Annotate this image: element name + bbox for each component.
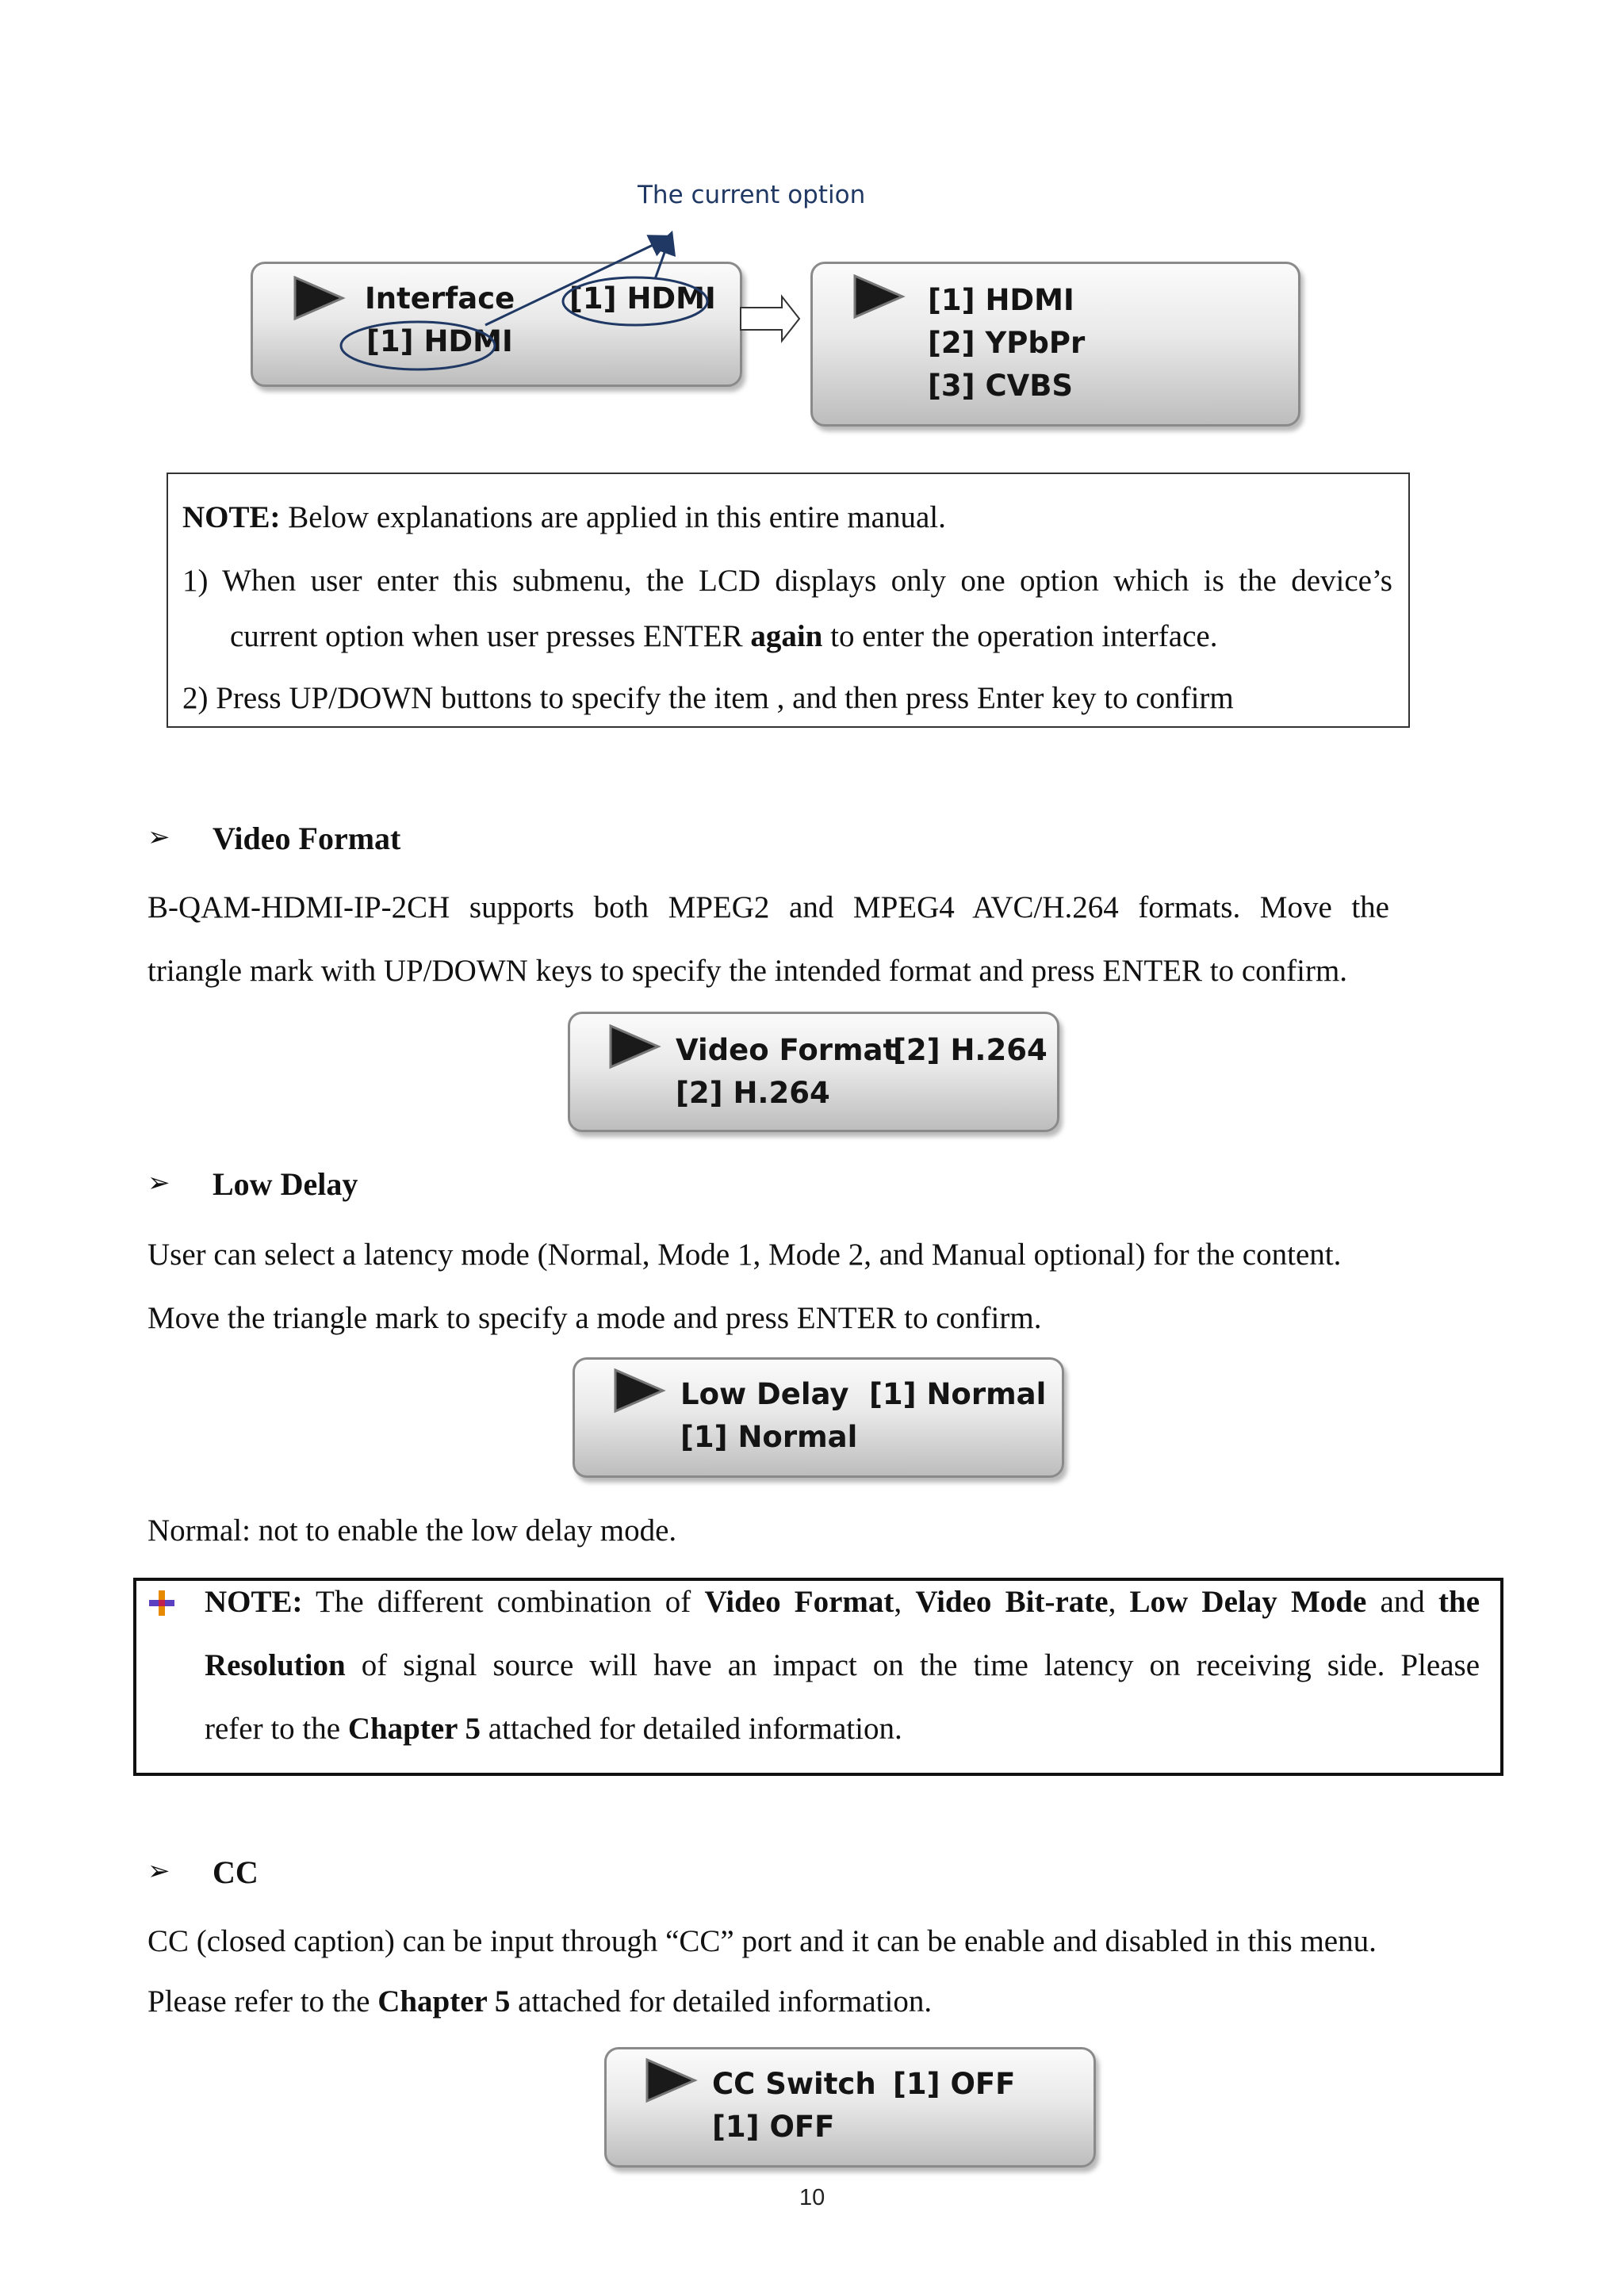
page-number: 10 bbox=[799, 2185, 825, 2210]
lcd-option-3: [3] CVBS bbox=[928, 369, 1074, 403]
note-intro: NOTE: Below explanations are applied in this entire manual. bbox=[182, 500, 946, 534]
video-format-heading: Video Format bbox=[213, 821, 401, 856]
lcd-cc-switch-value: [1] OFF bbox=[893, 2067, 1016, 2101]
triangle-pointer-icon bbox=[612, 1367, 666, 1414]
lcd-video-format-current: [2] H.264 bbox=[676, 1076, 830, 1110]
low-delay-para-line-1: User can select a latency mode (Normal, Mode 1, Mode 2, and Manual optional) for the content. bbox=[147, 1238, 1342, 1272]
note-item-1-line-1: 1) When user enter this submenu, the LCD displays only one option which is the device’s bbox=[182, 564, 1392, 598]
triangle-pointer-icon bbox=[607, 1023, 661, 1070]
lcd-low-delay-label: Low Delay bbox=[680, 1377, 849, 1411]
plus-bullet-icon bbox=[147, 1589, 176, 1617]
lcd-interface-value: [1] HDMI bbox=[569, 281, 716, 316]
video-format-para-line-2: triangle mark with UP/DOWN keys to specify the intended format and press ENTER to confirm. bbox=[147, 954, 1348, 988]
low-delay-para-line-2: Move the triangle mark to specify a mode and press ENTER to confirm. bbox=[147, 1301, 1042, 1335]
lcd-cc-switch-current: [1] OFF bbox=[712, 2110, 835, 2144]
lcd-interface-current: [1] HDMI bbox=[366, 324, 513, 358]
low-delay-heading: Low Delay bbox=[213, 1166, 358, 1202]
note-latency-line-2: Resolution of signal source will have an impact on the time latency on receiving side. Please bbox=[205, 1648, 1480, 1682]
triangle-pointer-icon bbox=[852, 273, 906, 320]
arrow-bullet-icon: ➢ bbox=[147, 1167, 170, 1199]
lcd-video-format-value: [2] H.264 bbox=[893, 1033, 1048, 1067]
lcd-option-1: [1] HDMI bbox=[928, 283, 1074, 317]
lcd-video-format-label: Video Format bbox=[676, 1033, 898, 1067]
lcd-low-delay-value: [1] Normal bbox=[869, 1377, 1047, 1411]
cc-heading: CC bbox=[213, 1854, 259, 1890]
lcd-interface-label: Interface bbox=[365, 281, 515, 316]
right-arrow-icon bbox=[739, 293, 802, 344]
note-item-2: 2) Press UP/DOWN buttons to specify the item , and then press Enter key to confirm bbox=[182, 681, 1234, 715]
lcd-low-delay-current: [1] Normal bbox=[680, 1420, 858, 1454]
cc-para-line-1: CC (closed caption) can be input through “CC” port and it can be enable and disabled in this menu. bbox=[147, 1924, 1377, 1958]
arrow-bullet-icon: ➢ bbox=[147, 1855, 170, 1887]
triangle-pointer-icon bbox=[644, 2057, 698, 2104]
cc-para-line-2: Please refer to the Chapter 5 attached for detailed information. bbox=[147, 1984, 933, 2019]
note-latency-line-3: refer to the Chapter 5 attached for detailed information. bbox=[205, 1712, 902, 1746]
current-option-callout: The current option bbox=[638, 181, 866, 209]
note-latency-line-1: NOTE: The different combination of Video Format, Video Bit-rate, Low Delay Mode and the bbox=[205, 1585, 1480, 1619]
normal-mode-note: Normal: not to enable the low delay mode. bbox=[147, 1513, 677, 1548]
video-format-para-line-1: B-QAM-HDMI-IP-2CH supports both MPEG2 and MPEG4 AVC/H.264 formats. Move the bbox=[147, 890, 1389, 924]
lcd-option-2: [2] YPbPr bbox=[928, 326, 1086, 360]
note-item-1-line-2: current option when user presses ENTER again to enter the operation interface. bbox=[230, 619, 1218, 653]
lcd-cc-switch-label: CC Switch bbox=[712, 2067, 876, 2101]
arrow-bullet-icon: ➢ bbox=[147, 821, 170, 853]
